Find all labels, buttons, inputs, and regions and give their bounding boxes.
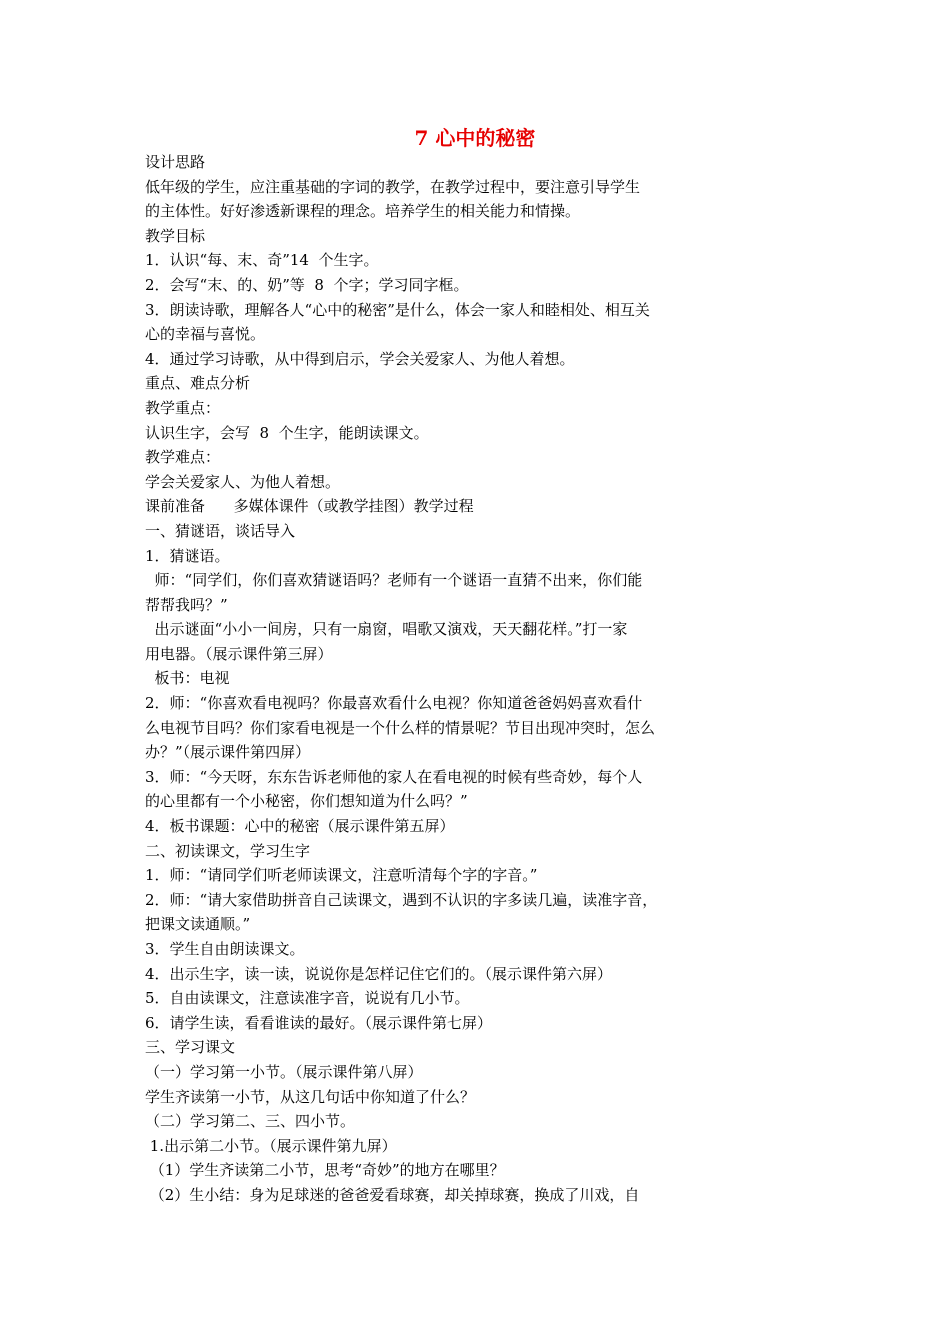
text-line: 把课文读通顺。” [145, 915, 251, 934]
text-line: 1．师：“请同学们听老师读课文，注意听清每个字的字音。” [145, 866, 538, 885]
text-line: 板书：电视 [145, 669, 230, 688]
text-line: 二、初读课文，学习生字 [145, 841, 311, 860]
text-line: 3．师：“今天呀，东东告诉老师他的家人在看电视的时候有些奇妙，每个人 [145, 767, 643, 786]
text-line: 4．出示生字，读一读，说说你是怎样记住它们的。（展示课件第六屏） [145, 964, 613, 983]
text-line: 2．师：“你喜欢看电视吗？你最喜欢看什么电视？你知道爸爸妈妈喜欢看什 [145, 694, 643, 713]
text-line: 3．朗读诗歌，理解各人“心中的秘密”是什么，体会一家人和睦相处、相互关 [145, 300, 650, 319]
text-line: 5．自由读课文，注意读准字音，说说有几小节。 [145, 989, 470, 1008]
text-line: （二）学习第二、三、四小节。 [145, 1112, 356, 1131]
text-line: 4．板书课题：心中的秘密（展示课件第五屏） [145, 817, 455, 836]
text-line: 出示谜面“小小一间房，只有一扇窗，唱歌又演戏，天天翻花样。”打一家 [145, 620, 628, 639]
text-line: 教学难点： [145, 448, 221, 467]
text-line: 课前准备 多媒体课件（或教学挂图）教学过程 [145, 497, 474, 516]
text-line: 1.出示第二小节。（展示课件第九屏） [145, 1136, 397, 1155]
text-line: 低年级的学生，应注重基础的字词的教学，在教学过程中，要注意引导学生 [145, 177, 641, 196]
text-line: 一、猜谜语，谈话导入 [145, 521, 296, 540]
text-line: 认识生字，会写 8 个生字，能朗读课文。 [145, 423, 429, 442]
text-line: 办？”（展示课件第四屏） [145, 743, 311, 762]
text-line: 设计思路 [145, 153, 206, 171]
text-line: 的主体性。好好渗透新课程的理念。培养学生的相关能力和情操。 [145, 202, 581, 221]
text-line: 6．请学生读，看看谁读的最好。（展示课件第七屏） [145, 1013, 493, 1032]
text-line: 2．师：“请大家借助拼音自己读课文，遇到不认识的字多读几遍，读准字音， [145, 890, 658, 909]
document-body [145, 150, 745, 1208]
text-line: 三、学习课文 [145, 1038, 236, 1057]
text-line: 教学重点： [145, 398, 221, 417]
text-line: （一）学习第一小节。（展示课件第八屏） [145, 1062, 423, 1081]
text-line: 4．通过学习诗歌，从中得到启示，学会关爱家人、为他人着想。 [145, 349, 575, 368]
text-line: 么电视节目吗？你们家看电视是一个什么样的情景呢？节目出现冲突时，怎么 [145, 718, 656, 737]
text-line: 1．猜谜语。 [145, 546, 230, 565]
text-line: 2．会写“末、的、奶”等 8 个字；学习同字框。 [145, 275, 469, 294]
text-line: 的心里都有一个小秘密，你们想知道为什么吗？” [145, 792, 468, 811]
text-line: 师：“同学们，你们喜欢猜谜语吗？老师有一个谜语一直猜不出来，你们能 [145, 571, 643, 590]
text-line: （2）生小结：身为足球迷的爸爸爱看球赛，却关掉球赛，换成了川戏，自 [145, 1185, 640, 1204]
text-line: 心的幸福与喜悦。 [145, 325, 266, 344]
text-line: 学会关爱家人、为他人着想。 [145, 472, 341, 491]
document-title: 7 心中的秘密 [414, 126, 536, 150]
text-line: 学生齐读第一小节，从这几句话中你知道了什么？ [145, 1087, 476, 1106]
text-line: 重点、难点分析 [145, 374, 251, 393]
text-line: 用电器。（展示课件第三屏） [145, 644, 333, 663]
text-line: 1．认识“每、末、奇”14 个生字。 [145, 251, 379, 270]
text-line: 3．学生自由朗读课文。 [145, 940, 305, 958]
text-line: 教学目标 [145, 226, 206, 245]
text-line: 帮帮我吗？” [145, 595, 228, 614]
text-line: （1）学生齐读第二小节，思考“奇妙”的地方在哪里？ [145, 1161, 505, 1180]
